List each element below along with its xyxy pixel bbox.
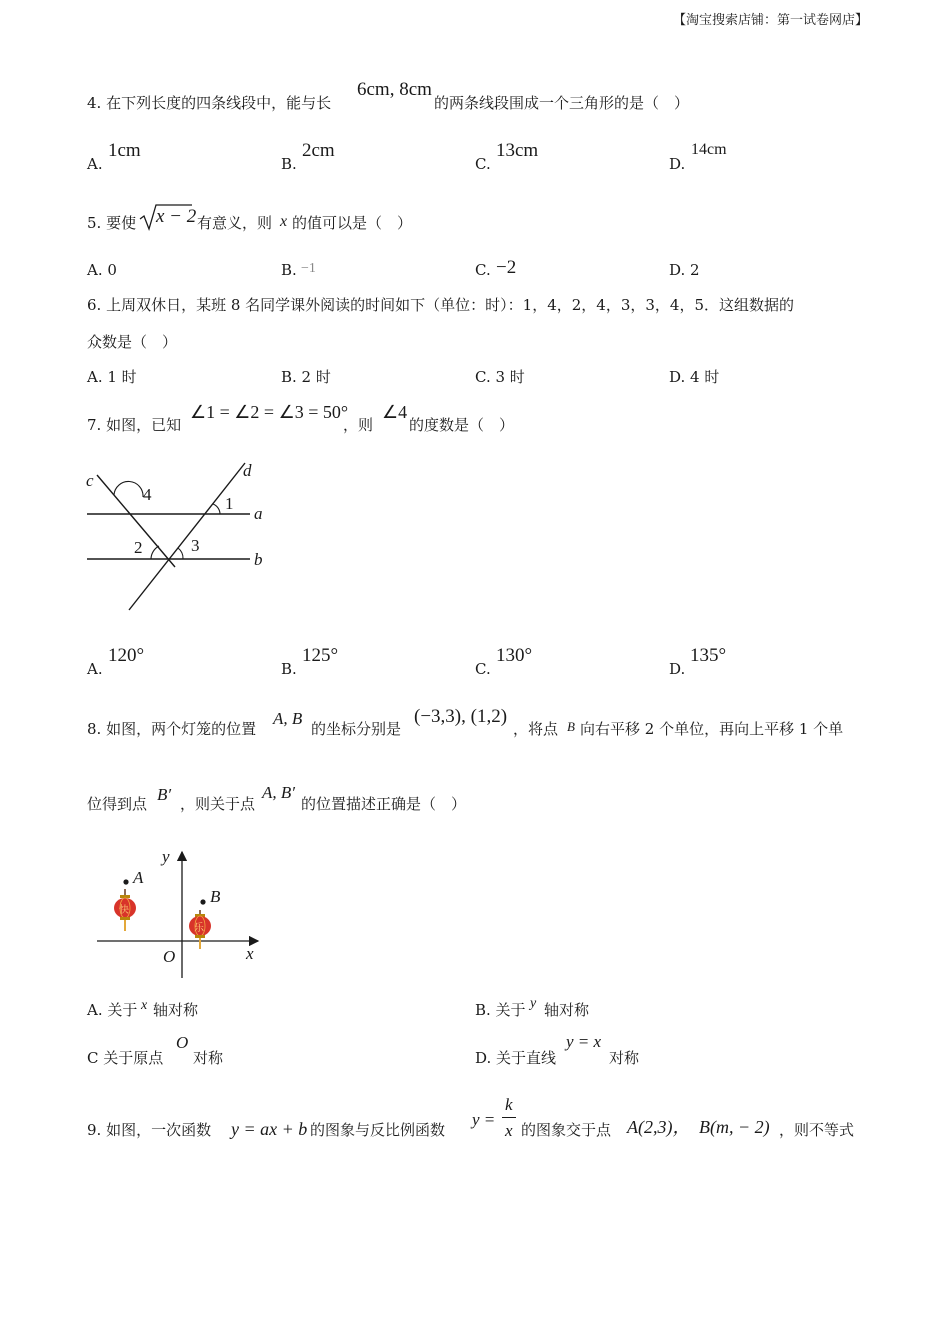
q5-option-c-value: −2 — [496, 257, 517, 278]
lantern-left-icon — [114, 889, 136, 931]
point-b — [200, 899, 205, 904]
q9-point-a: A(2,3)， — [627, 1117, 691, 1137]
point-a — [123, 879, 128, 884]
q8-prefix: 8. 如图，两个灯笼的位置 — [87, 720, 257, 738]
q8-coords: (−3,3), (1,2) — [414, 706, 508, 727]
q8-line-2-end: 的位置描述正确是（ ） — [301, 795, 467, 813]
q8-option-d-var: y = x — [566, 1032, 602, 1051]
q9-frac-num: k — [505, 1095, 513, 1114]
q8-line-2-mid: ，则关于点 — [180, 795, 256, 813]
shop-header: 【淘宝搜索店铺：第一试卷网店】 — [672, 13, 868, 28]
q6-option-c: C. 3 时 — [475, 368, 525, 386]
q9-prefix: 9. 如图，一次函数 — [87, 1121, 212, 1139]
label-b: b — [254, 550, 263, 569]
q7-option-a-value: 120° — [108, 645, 145, 666]
q7-math: ∠1 = ∠2 = ∠3 = 50° — [190, 402, 349, 422]
q4-prefix: 4. 在下列长度的四条线段中，能与长 — [87, 94, 332, 112]
q8-b-prime: B′ — [157, 785, 172, 804]
q8-option-a-var: x — [141, 998, 148, 1013]
q4-option-b-label: B. — [281, 155, 297, 173]
q5-option-d: D. 2 — [669, 261, 700, 279]
q8-option-a-suffix: 轴对称 — [153, 1001, 199, 1019]
lantern-right-text: 乐 — [194, 923, 204, 934]
q5-option-b-value: −1 — [301, 261, 316, 276]
q5-option-b-label: B. — [281, 261, 297, 279]
q8-option-d-prefix: D. 关于直线 — [475, 1049, 557, 1067]
q8-option-b-suffix: 轴对称 — [544, 1001, 590, 1019]
q8-option-a-prefix: A. 关于 — [87, 1001, 138, 1019]
q7-suffix: 的度数是（ ） — [409, 416, 515, 434]
q4-option-c-label: C. — [475, 155, 491, 173]
q4-math: 6cm, 8cm — [357, 79, 432, 100]
q8-option-b-var: y — [530, 996, 537, 1011]
q8-option-c-var: O — [176, 1033, 189, 1052]
q9-middle: 的图象与反比例函数 — [310, 1121, 446, 1139]
q8-option-c-prefix: C 关于原点 — [87, 1049, 164, 1067]
q9-frac-den: x — [505, 1121, 513, 1140]
origin-label: O — [163, 947, 176, 966]
q8-point-b: B — [567, 719, 575, 734]
q8-option-b-prefix: B. 关于 — [475, 1001, 526, 1019]
label-angle-3: 3 — [191, 536, 200, 555]
q9-linear: y = ax + b — [231, 1119, 308, 1139]
q7-prefix: 7. 如图，已知 — [87, 416, 182, 434]
q4-option-a-label: A. — [87, 155, 103, 173]
q8-points: A, B — [273, 709, 303, 728]
q8-points-2: A, B′ — [262, 783, 295, 802]
q7-option-c-value: 130° — [496, 645, 533, 666]
q7-angle: ∠4 — [382, 402, 408, 422]
q6-line-1: 6. 上周双休日，某班 8 名同学课外阅读的时间如下（单位：时）：1，4，2，4，3，3，4，5．这组数据的 — [87, 296, 795, 314]
q6-option-d: D. 4 时 — [669, 368, 720, 386]
lantern-right-icon — [189, 910, 211, 949]
q8-line-2-start: 位得到点 — [87, 795, 148, 813]
label-angle-1: 1 — [225, 494, 234, 513]
q5-radicand: x − 2 — [156, 206, 197, 227]
q4-option-b-value: 2cm — [302, 140, 335, 161]
q9-y-eq: y = — [472, 1110, 496, 1129]
q9-point-b: B(m, − 2) — [699, 1117, 770, 1137]
q7-option-d-value: 135° — [690, 645, 727, 666]
q8-option-c-suffix: 对称 — [193, 1049, 224, 1067]
q9-suffix: ，则不等式 — [779, 1121, 855, 1139]
q5-option-c-label: C. — [475, 261, 491, 279]
q8-after-coords: ，将点 — [513, 720, 559, 738]
q6-line-2: 众数是（ ） — [87, 333, 178, 351]
q7-middle: ，则 — [343, 416, 374, 434]
q7-option-b-value: 125° — [302, 645, 339, 666]
q7-option-d-label: D. — [669, 660, 686, 678]
q4-option-c-value: 13cm — [496, 140, 539, 161]
q5-suffix: 的值可以是（ ） — [292, 214, 413, 232]
q9-frac-bar — [502, 1117, 516, 1118]
q7-option-a-label: A. — [87, 660, 103, 678]
q8-middle: 的坐标分别是 — [311, 720, 402, 738]
y-axis-label: y — [162, 847, 170, 866]
q8-figure — [0, 0, 303, 1000]
q5-prefix: 5. 要使 — [87, 214, 137, 232]
q4-option-a-value: 1cm — [108, 140, 141, 161]
x-axis-label: x — [246, 944, 254, 963]
q6-option-a: A. 1 时 — [87, 368, 137, 386]
q8-line-1-end: 向右平移 2 个单位，再向上平移 1 个单 — [580, 720, 844, 738]
q4-option-d-label: D. — [669, 155, 686, 173]
q5-option-a: A. 0 — [87, 261, 117, 279]
q6-option-b: B. 2 时 — [281, 368, 331, 386]
point-b-label: B — [210, 887, 221, 906]
q4-option-d-value: 14cm — [691, 141, 727, 158]
label-angle-2: 2 — [134, 538, 143, 557]
q9-after-frac: 的图象交于点 — [521, 1121, 612, 1139]
point-a-label: A — [133, 868, 144, 887]
label-d: d — [243, 461, 252, 480]
lantern-left-text: 快 — [119, 905, 129, 916]
q8-option-d-suffix: 对称 — [609, 1049, 640, 1067]
q5-var: x — [280, 213, 288, 230]
q7-option-b-label: B. — [281, 660, 297, 678]
q5-middle: 有意义，则 — [197, 214, 273, 232]
q4-suffix: 的两条线段围成一个三角形的是（ ） — [434, 94, 690, 112]
q7-option-c-label: C. — [475, 660, 491, 678]
label-c: c — [86, 471, 94, 490]
label-angle-4: 4 — [143, 485, 152, 504]
label-a: a — [254, 504, 263, 523]
